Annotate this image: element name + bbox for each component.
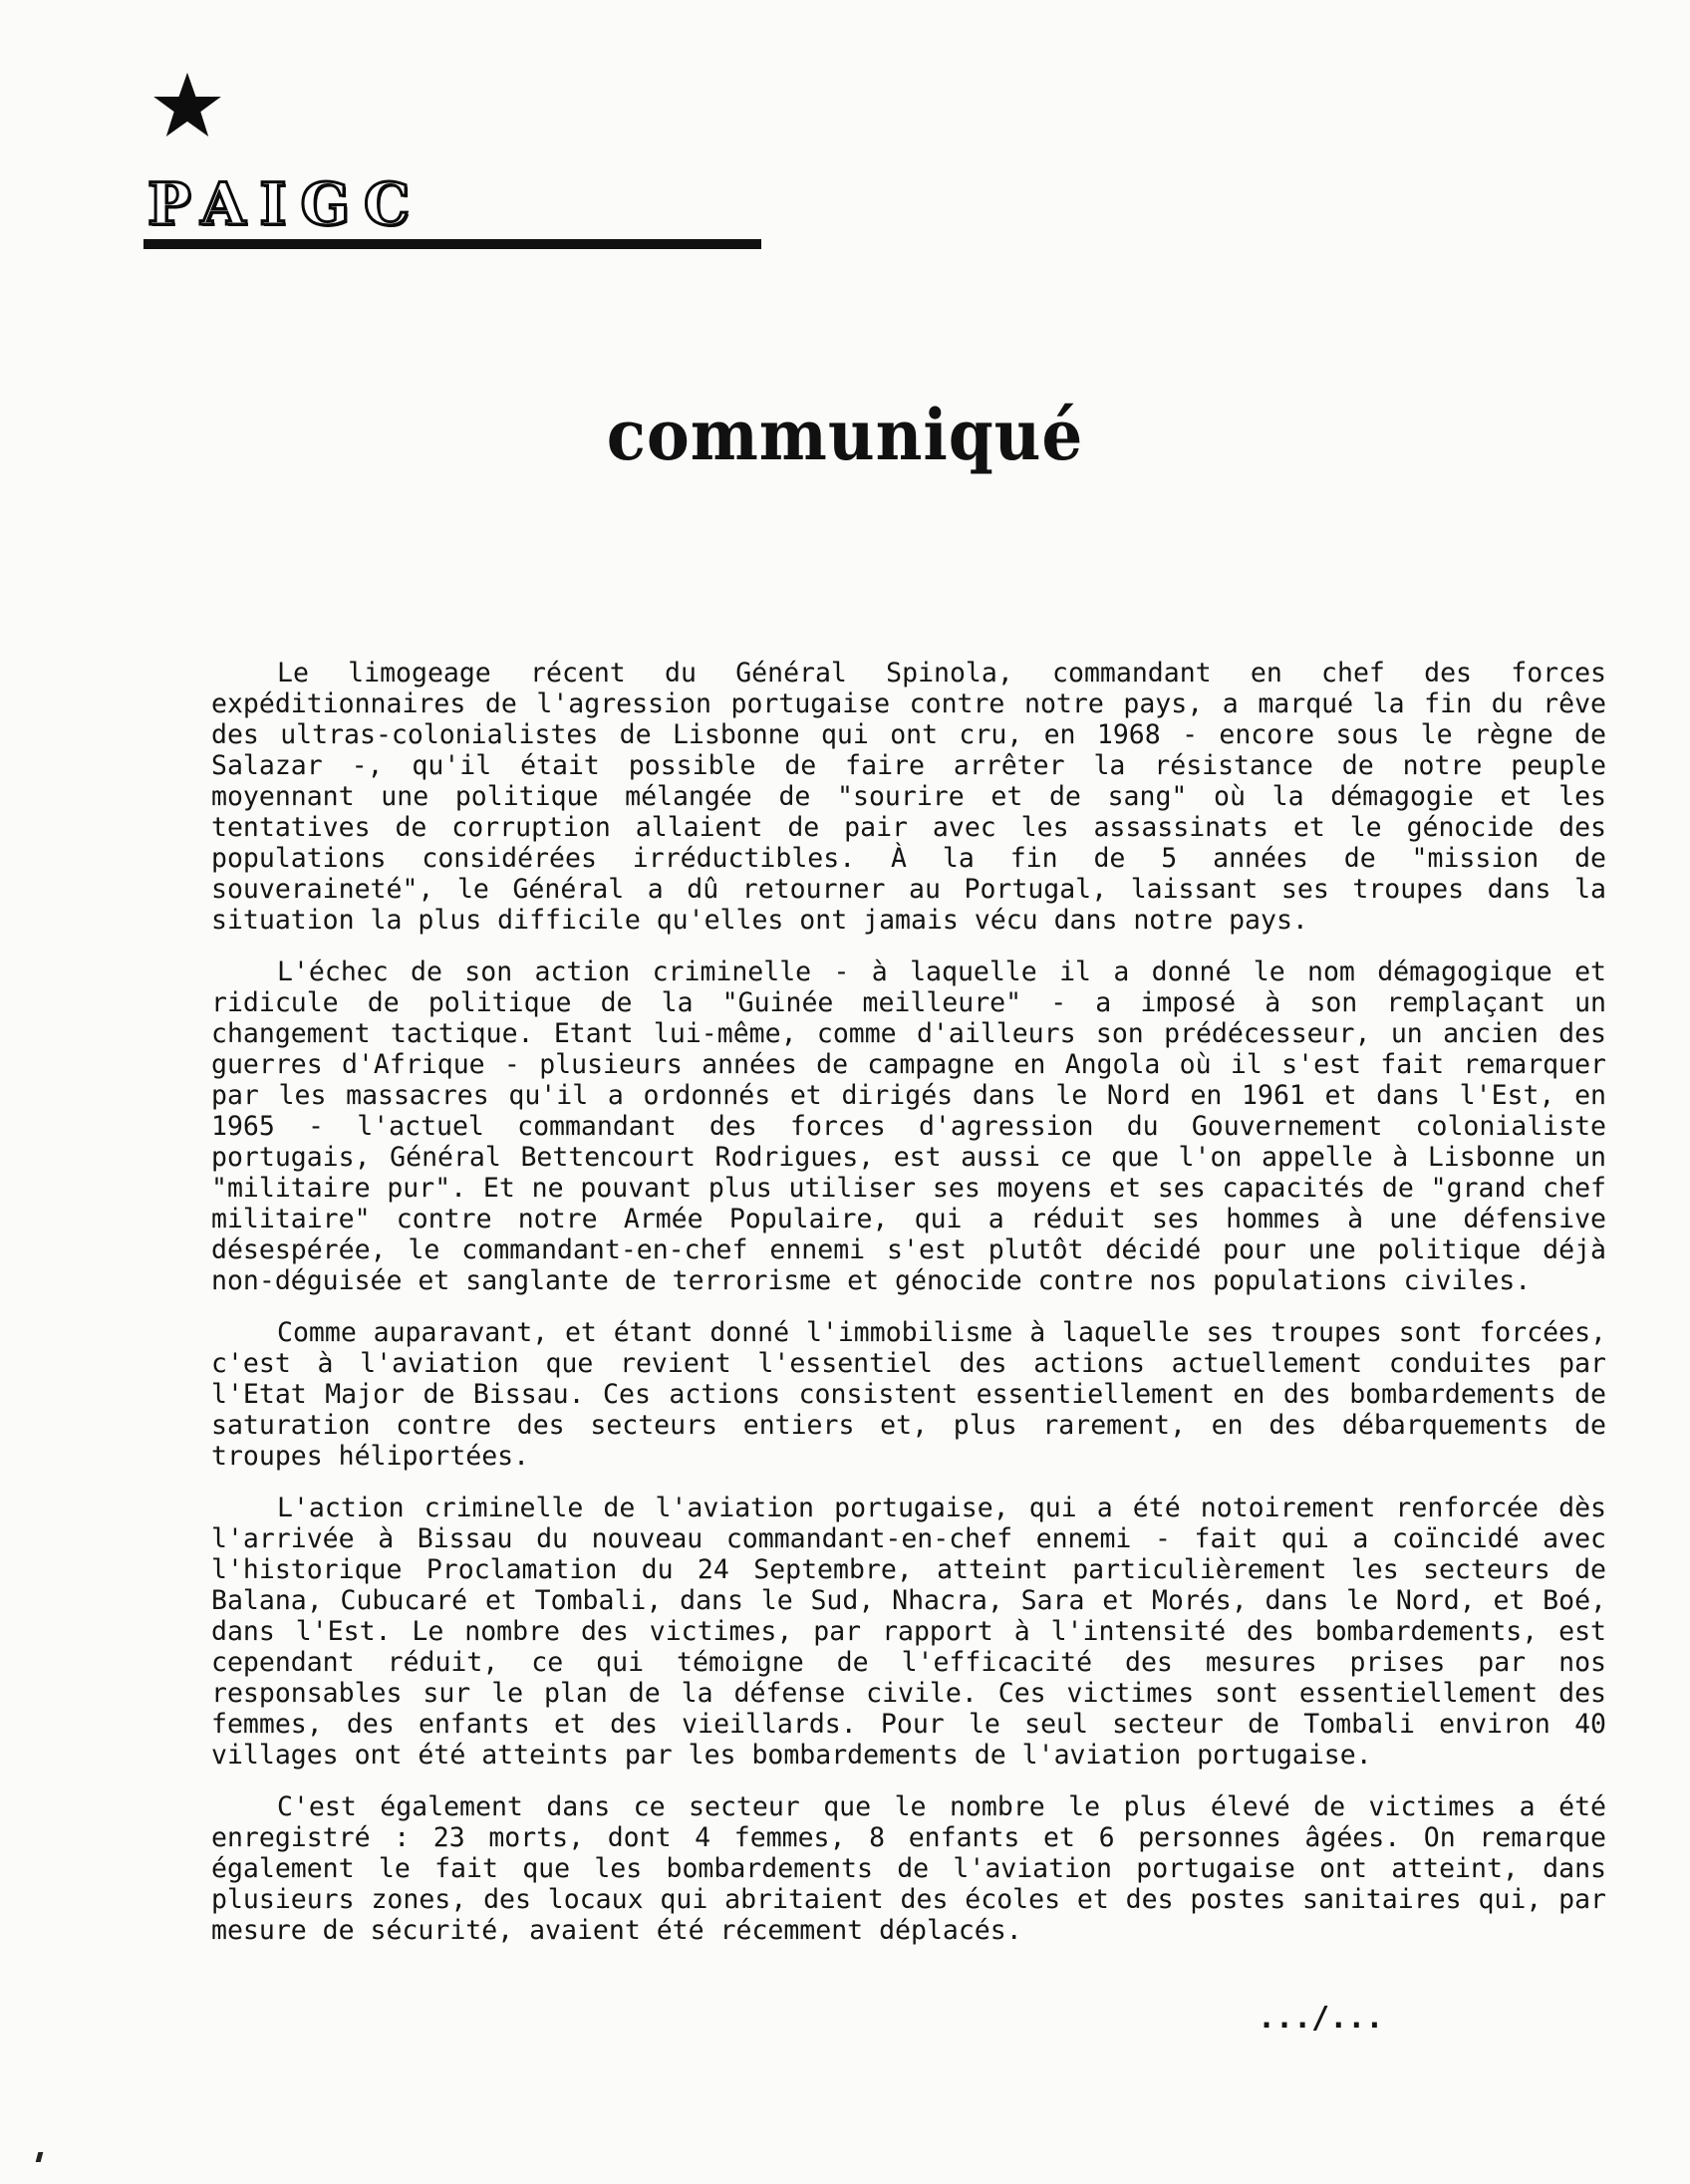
organization-logo: PAIGC <box>147 170 424 238</box>
logo-underline <box>143 239 761 249</box>
continuation-marker: .../... <box>1258 2001 1384 2036</box>
paragraph: L'action criminelle de l'aviation portugaise, qui a été notoirement renforcée dès l'arrivée à Bissau du nouveau commandant-en-chef ennemi - fait qui a coïncidé avec l'historique Proclamation du 24 Septembre, atteint particulièrement les secteurs de Balana, Cubucaré et Tombali, dans le Sud, Nhacra, Sara et Morés, dans le Nord, et Boé, dans l'Est. Le nombre des victimes, par rapport à l'intensité des bombardements, est cependant réduit, ce qui témoigne de l'efficacité des mesures prises par nos responsables sur le plan de la défense civile. Ces victimes sont essentiellement des femmes, des enfants et des vieillards. Pour le seul secteur de Tombali environ 40 villages ont été atteints par les bombardements de l'aviation portugaise. <box>211 1493 1606 1771</box>
paragraph: C'est également dans ce secteur que le nombre le plus élevé de victimes a été enregistré : 23 morts, dont 4 femmes, 8 enfants et 6 personnes âgées. On remarque également le fait que les bombardements de l'aviation portugaise ont atteint, dans plusieurs zones, des locaux qui abritaient des écoles et des postes sanitaires qui, par mesure de sécurité, avaient été récemment déplacés. <box>211 1791 1606 1946</box>
paragraph: L'échec de son action criminelle - à laquelle il a donné le nom démagogique et ridicule de politique de la "Guinée meilleure" - a imposé à son remplaçant un changement tactique. Etant lui-même, comme d'ailleurs son prédécesseur, un ancien des guerres d'Afrique - plusieurs années de campagne en Angola où il s'est fait remarquer par les massacres qu'il a ordonnés et dirigés dans le Nord en 1961 et dans l'Est, en 1965 - l'actuel commandant des forces d'agression du Gouvernement colonialiste portugais, Général Bettencourt Rodrigues, est aussi ce que l'on appelle à Lisbonne un "militaire pur". Et ne pouvant plus utiliser ses moyens et ses capacités de "grand chef militaire" contre notre Armée Populaire, qui a réduit ses hommes à une défensive désespérée, le commandant-en-chef ennemi s'est plutôt décidé pour une politique déjà non-déguisée et sanglante de terrorisme et génocide contre nos populations civiles. <box>211 956 1606 1296</box>
paragraph: Comme auparavant, et étant donné l'immobilisme à laquelle ses troupes sont forcées, c'est à l'aviation que revient l'essentiel des actions actuellement conduites par l'Etat Major de Bissau. Ces actions consistent essentiellement en des bombardements de saturation contre des secteurs entiers et, plus rarement, en des débarquements de troupes héliportées. <box>211 1317 1606 1472</box>
document-body <box>211 658 1606 1967</box>
paragraph: Le limogeage récent du Général Spinola, commandant en chef des forces expéditionnaires de l'agression portugaise contre notre pays, a marqué la fin du rêve des ultras-colonialistes de Lisbonne qui ont cru, en 1968 - encore sous le règne de Salazar -, qu'il était possible de faire arrêter la résistance de notre peuple moyennant une politique mélangée de "sourire et de sang" où la démagogie et les tentatives de corruption allaient de pair avec les assassinats et le génocide des populations considérées irréductibles. À la fin de 5 années de "mission de souveraineté", le Général a dû retourner au Portugal, laissant ses troupes dans la situation la plus difficile qu'elles ont jamais vécu dans notre pays. <box>211 658 1606 936</box>
page-mark <box>36 2152 44 2162</box>
star-icon <box>151 70 223 141</box>
document-title: communiqué <box>606 394 1084 476</box>
